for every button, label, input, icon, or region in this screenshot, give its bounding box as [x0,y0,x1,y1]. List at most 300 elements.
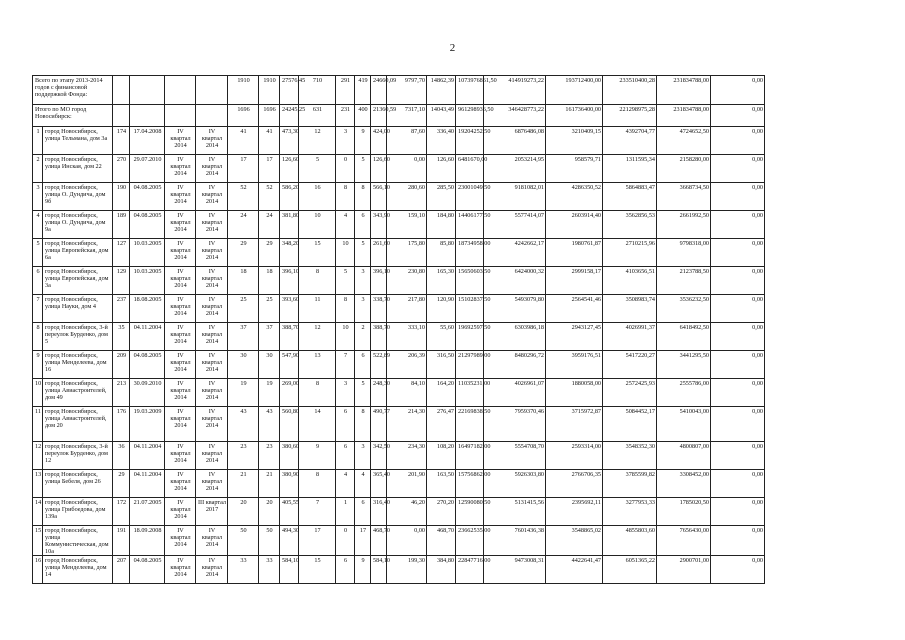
row-document-date: 10.03.2005 [130,267,165,295]
row-value-a2: 84,10 [387,379,427,407]
row-document-number: 172 [113,498,130,526]
row-value-n1: 5 [299,155,336,183]
row-value-last: 0,00 [711,526,765,556]
row-value-region: 3210409,15 [546,127,603,155]
total-value-local: 233510400,28 [603,76,657,105]
row-value-v1: 20 [228,498,259,526]
row-value-other: 2555786,00 [657,379,711,407]
row-value-fund: 4242662,17 [484,239,546,267]
row-value-v2: 17 [259,155,280,183]
table-row [33,267,889,295]
row-value-a1: 396,10 [371,267,387,295]
row-value-last: 0,00 [711,351,765,379]
total-value-last: 0,00 [711,105,765,127]
row-value-area: 560,80 [280,407,299,442]
row-value-region: 2943127,45 [546,323,603,351]
row-value-v1: 29 [228,239,259,267]
row-value-local: 4026991,37 [603,323,657,351]
row-value-area: 380,60 [280,442,299,470]
row-document-number: 190 [113,183,130,211]
row-number: 16 [33,556,43,584]
row-value-v2: 25 [259,295,280,323]
row-start-period: IV квартал 2014 [165,498,196,526]
row-value-n2: 5 [336,267,355,295]
row-value-last: 0,00 [711,442,765,470]
row-value-n3: 6 [355,498,371,526]
row-document-number: 191 [113,526,130,556]
row-address: город Новосибирск, улица Тельмана, дом 3а [43,127,113,155]
row-value-n2: 6 [336,556,355,584]
row-value-other: 2661992,50 [657,211,711,239]
row-document-date: 04.08.2005 [130,183,165,211]
row-value-n1: 9 [299,442,336,470]
row-value-v2: 33 [259,556,280,584]
row-value-area: 388,70 [280,323,299,351]
row-value-a2: 199,30 [387,556,427,584]
row-value-local: 6051365,22 [603,556,657,584]
row-end-period: IV квартал 2014 [196,379,228,407]
row-value-n2: 0 [336,155,355,183]
empty-cell [165,76,196,105]
table-row [33,239,889,267]
row-value-v2: 41 [259,127,280,155]
row-address: город Новосибирск, улица Инская, дом 22 [43,155,113,183]
total-value-a1: 24660,09 [371,76,387,105]
row-value-local: 5864883,47 [603,183,657,211]
row-value-area: 494,30 [280,526,299,556]
row-document-date: 04.08.2005 [130,211,165,239]
row-start-period: IV квартал 2014 [165,323,196,351]
row-value-local: 3548352,30 [603,442,657,470]
row-value-local: 3785599,82 [603,470,657,498]
total-value-n1: 631 [299,105,336,127]
row-value-other: 3536232,50 [657,295,711,323]
row-value-fund: 7601436,38 [484,526,546,556]
row-value-total: 19204252,50 [456,127,484,155]
row-value-last: 0,00 [711,556,765,584]
row-value-n2: 6 [336,442,355,470]
row-value-local: 3508983,74 [603,295,657,323]
total-value-other: 231834788,00 [657,76,711,105]
row-value-v1: 33 [228,556,259,584]
row-value-area: 473,30 [280,127,299,155]
row-start-period: IV квартал 2014 [165,127,196,155]
row-value-total: 22847716,00 [456,556,484,584]
total-value-area: 24245,25 [280,105,299,127]
table-row [33,155,889,183]
row-value-v1: 52 [228,183,259,211]
row-start-period: IV квартал 2014 [165,155,196,183]
row-value-area: 126,60 [280,155,299,183]
row-value-local: 1311595,34 [603,155,657,183]
row-value-n3: 3 [355,442,371,470]
row-value-a3: 285,50 [427,183,456,211]
row-value-v1: 50 [228,526,259,556]
table-row [33,442,889,470]
row-number: 5 [33,239,43,267]
row-value-v2: 52 [259,183,280,211]
row-value-a1: 365,40 [371,470,387,498]
row-value-local: 2710215,96 [603,239,657,267]
row-value-n2: 6 [336,407,355,442]
row-end-period: IV квартал 2014 [196,267,228,295]
row-value-local: 5084452,17 [603,407,657,442]
row-value-v2: 19 [259,379,280,407]
row-value-v2: 23 [259,442,280,470]
row-value-region: 3959176,51 [546,351,603,379]
row-address: город Новосибирск, улица Авиастроителей, дом 49 [43,379,113,407]
row-value-n3: 6 [355,351,371,379]
row-value-n1: 17 [299,526,336,556]
row-value-a1: 316,40 [371,498,387,526]
row-value-other: 2900701,00 [657,556,711,584]
row-address: город Новосибирск, улица Науки, дом 4 [43,295,113,323]
row-value-region: 1980761,87 [546,239,603,267]
row-number: 10 [33,379,43,407]
row-start-period: IV квартал 2014 [165,470,196,498]
row-value-a3: 316,50 [427,351,456,379]
row-value-v1: 24 [228,211,259,239]
row-value-total: 19692597,50 [456,323,484,351]
row-value-region: 958579,71 [546,155,603,183]
table-row [33,498,889,526]
row-end-period: IV квартал 2014 [196,155,228,183]
row-value-region: 3548865,02 [546,526,603,556]
row-value-other: 9798318,00 [657,239,711,267]
total-value-v1: 1910 [228,76,259,105]
row-address: город Новосибирск, улица Менделеева, дом 16 [43,351,113,379]
row-value-n1: 8 [299,470,336,498]
row-document-number: 189 [113,211,130,239]
row-value-area: 396,10 [280,267,299,295]
total-value-fund: 346428773,22 [484,105,546,127]
row-value-n1: 12 [299,127,336,155]
row-value-a1: 566,10 [371,183,387,211]
total-value-v1: 1696 [228,105,259,127]
row-document-number: 35 [113,323,130,351]
row-document-date: 17.04.2008 [130,127,165,155]
row-value-v1: 41 [228,127,259,155]
row-value-fund: 8480296,72 [484,351,546,379]
register-table [32,75,889,584]
row-value-v1: 18 [228,267,259,295]
row-document-number: 129 [113,267,130,295]
row-value-a2: 0,00 [387,526,427,556]
row-document-date: 04.11.2004 [130,442,165,470]
row-value-n3: 4 [355,470,371,498]
total-value-a3: 14862,39 [427,76,456,105]
row-end-period: IV квартал 2014 [196,470,228,498]
row-value-a3: 276,47 [427,407,456,442]
row-value-other: 1785020,50 [657,498,711,526]
row-value-region: 2593314,00 [546,442,603,470]
row-number: 9 [33,351,43,379]
row-value-n2: 4 [336,211,355,239]
row-value-a1: 338,70 [371,295,387,323]
row-number: 8 [33,323,43,351]
row-value-n1: 8 [299,267,336,295]
row-value-fund: 4026961,07 [484,379,546,407]
row-value-fund: 5131415,56 [484,498,546,526]
row-end-period: IV квартал 2014 [196,351,228,379]
row-value-area: 381,80 [280,211,299,239]
row-value-n1: 12 [299,323,336,351]
row-value-n3: 9 [355,556,371,584]
row-value-last: 0,00 [711,323,765,351]
row-value-a3: 336,40 [427,127,456,155]
row-start-period: IV квартал 2014 [165,211,196,239]
row-value-a1: 424,00 [371,127,387,155]
row-value-area: 269,00 [280,379,299,407]
row-start-period: IV квартал 2014 [165,295,196,323]
row-value-region: 1880058,00 [546,379,603,407]
row-number: 14 [33,498,43,526]
row-value-a2: 46,20 [387,498,427,526]
row-document-date: 30.09.2010 [130,379,165,407]
row-value-v2: 30 [259,351,280,379]
row-value-total: 15650603,50 [456,267,484,295]
row-value-last: 0,00 [711,470,765,498]
row-value-a1: 522,89 [371,351,387,379]
row-document-date: 04.11.2004 [130,470,165,498]
row-value-a1: 248,30 [371,379,387,407]
row-value-last: 0,00 [711,379,765,407]
row-value-other: 2158280,00 [657,155,711,183]
row-value-a3: 163,50 [427,470,456,498]
total-value-a1: 21360,59 [371,105,387,127]
total-value-fund: 414919273,22 [484,76,546,105]
row-number: 15 [33,526,43,556]
row-value-a2: 230,80 [387,267,427,295]
empty-cell [130,76,165,105]
row-value-n1: 16 [299,183,336,211]
row-value-area: 405,55 [280,498,299,526]
row-value-n2: 8 [336,183,355,211]
row-document-number: 207 [113,556,130,584]
table-row [33,470,889,498]
table-row [33,183,889,211]
row-value-total: 6481670,00 [456,155,484,183]
row-document-date: 19.03.2009 [130,407,165,442]
table-row [33,127,889,155]
row-value-total: 11035231,00 [456,379,484,407]
row-value-v1: 23 [228,442,259,470]
row-address: город Новосибирск, 3-й переулок Бурденко, дом 12 [43,442,113,470]
row-value-n3: 17 [355,526,371,556]
row-value-local: 4855803,60 [603,526,657,556]
row-value-region: 4422641,47 [546,556,603,584]
row-end-period: IV квартал 2014 [196,442,228,470]
table-row [33,211,889,239]
total-value-region: 193712400,00 [546,76,603,105]
row-address: город Новосибирск, улица Авиастроителей, дом 20 [43,407,113,442]
row-end-period: IV квартал 2014 [196,183,228,211]
empty-cell [130,105,165,127]
table-row [33,351,889,379]
row-value-a3: 120,90 [427,295,456,323]
row-value-n1: 15 [299,239,336,267]
total-value-last: 0,00 [711,76,765,105]
row-value-total: 15102837,50 [456,295,484,323]
row-document-number: 36 [113,442,130,470]
row-document-date: 21.07.2005 [130,498,165,526]
row-value-a2: 0,00 [387,155,427,183]
row-number: 13 [33,470,43,498]
row-value-v1: 37 [228,323,259,351]
row-address: город Новосибирск, улица Европейская, дом 6а [43,239,113,267]
row-number: 7 [33,295,43,323]
row-value-last: 0,00 [711,267,765,295]
total-value-n2: 291 [336,76,355,105]
row-value-area: 380,90 [280,470,299,498]
row-value-a1: 126,60 [371,155,387,183]
row-end-period: IV квартал 2014 [196,323,228,351]
row-value-last: 0,00 [711,127,765,155]
row-value-total: 12590080,50 [456,498,484,526]
total-row [33,105,889,127]
row-value-n3: 8 [355,407,371,442]
row-document-number: 174 [113,127,130,155]
row-number: 11 [33,407,43,442]
row-value-n3: 3 [355,295,371,323]
row-value-n3: 2 [355,323,371,351]
row-value-other: 2123788,50 [657,267,711,295]
row-value-v2: 24 [259,211,280,239]
row-document-number: 127 [113,239,130,267]
row-value-a2: 214,30 [387,407,427,442]
row-value-fund: 6303986,18 [484,323,546,351]
row-value-fund: 5554708,70 [484,442,546,470]
row-value-n1: 11 [299,295,336,323]
row-value-n2: 7 [336,351,355,379]
row-value-a3: 85,80 [427,239,456,267]
row-value-region: 2766706,35 [546,470,603,498]
row-value-n3: 5 [355,155,371,183]
row-value-a2: 234,30 [387,442,427,470]
row-value-last: 0,00 [711,295,765,323]
row-document-date: 04.11.2004 [130,323,165,351]
row-value-total: 15756862,00 [456,470,484,498]
register-table-body [33,76,889,584]
row-value-v1: 25 [228,295,259,323]
row-value-local: 4103656,51 [603,267,657,295]
row-value-last: 0,00 [711,498,765,526]
row-value-a3: 126,60 [427,155,456,183]
row-value-n1: 8 [299,379,336,407]
total-row [33,76,889,105]
row-value-area: 393,60 [280,295,299,323]
total-value-region: 161736400,00 [546,105,603,127]
row-value-total: 23662535,00 [456,526,484,556]
row-value-n2: 3 [336,379,355,407]
row-number: 1 [33,127,43,155]
row-value-local: 3562856,53 [603,211,657,239]
row-value-n2: 1 [336,498,355,526]
empty-cell [196,76,228,105]
row-number: 12 [33,442,43,470]
row-document-date: 04.08.2005 [130,556,165,584]
row-value-fund: 9181082,01 [484,183,546,211]
row-value-v2: 29 [259,239,280,267]
row-value-n1: 14 [299,407,336,442]
row-value-other: 5410043,00 [657,407,711,442]
row-value-n1: 13 [299,351,336,379]
row-start-period: IV квартал 2014 [165,267,196,295]
row-value-a1: 343,90 [371,211,387,239]
row-document-date: 04.08.2005 [130,351,165,379]
row-value-v2: 50 [259,526,280,556]
row-start-period: IV квартал 2014 [165,379,196,407]
row-value-v1: 17 [228,155,259,183]
row-value-other: 3668734,50 [657,183,711,211]
row-value-a2: 333,10 [387,323,427,351]
row-start-period: IV квартал 2014 [165,183,196,211]
row-address: город Новосибирск, улица Коммунистическая, дом 10а [43,526,113,556]
row-value-n3: 6 [355,211,371,239]
page-number: 2 [449,42,456,54]
total-value-other: 231834788,00 [657,105,711,127]
row-document-number: 176 [113,407,130,442]
total-value-a2: 7317,10 [387,105,427,127]
row-value-a2: 206,39 [387,351,427,379]
row-value-a3: 270,20 [427,498,456,526]
row-value-area: 348,20 [280,239,299,267]
row-value-area: 547,90 [280,351,299,379]
row-end-period: IV квартал 2014 [196,407,228,442]
row-value-a3: 164,20 [427,379,456,407]
row-value-region: 2603914,40 [546,211,603,239]
row-number: 2 [33,155,43,183]
row-value-other: 3441295,50 [657,351,711,379]
row-value-other: 6418492,50 [657,323,711,351]
total-value-area: 27576,45 [280,76,299,105]
row-value-n3: 3 [355,267,371,295]
row-value-a3: 468,70 [427,526,456,556]
row-end-period: IV квартал 2014 [196,295,228,323]
row-end-period: III квартал 2017 [196,498,228,526]
row-value-fund: 9473008,31 [484,556,546,584]
total-value-n1: 710 [299,76,336,105]
row-value-a2: 280,60 [387,183,427,211]
row-start-period: IV квартал 2014 [165,239,196,267]
row-start-period: IV квартал 2014 [165,351,196,379]
row-value-total: 18734958,00 [456,239,484,267]
row-value-fund: 2053214,95 [484,155,546,183]
row-value-total: 22169838,50 [456,407,484,442]
total-value-n3: 400 [355,105,371,127]
row-value-a1: 342,50 [371,442,387,470]
row-value-n2: 8 [336,295,355,323]
row-value-last: 0,00 [711,407,765,442]
row-value-region: 4286350,52 [546,183,603,211]
row-value-n3: 5 [355,379,371,407]
row-value-a1: 388,70 [371,323,387,351]
row-value-n3: 5 [355,239,371,267]
row-value-fund: 5926303,80 [484,470,546,498]
row-value-region: 3715972,87 [546,407,603,442]
row-document-number: 237 [113,295,130,323]
empty-cell [165,105,196,127]
row-value-fund: 6424000,32 [484,267,546,295]
row-value-region: 2999158,17 [546,267,603,295]
row-value-area: 584,10 [280,556,299,584]
total-label: Итого по МО город Новосибирск: [33,105,113,127]
row-value-region: 2395692,11 [546,498,603,526]
row-value-total: 16497182,00 [456,442,484,470]
row-value-a2: 217,80 [387,295,427,323]
row-value-last: 0,00 [711,211,765,239]
row-value-fund: 5493079,80 [484,295,546,323]
